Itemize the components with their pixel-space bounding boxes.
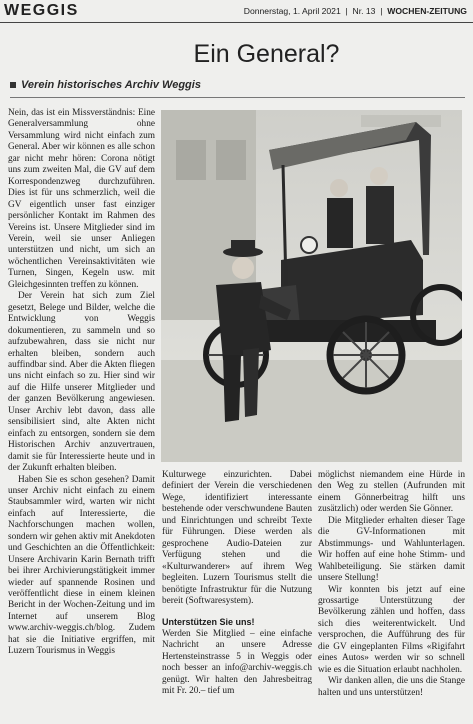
paragraph: Kulturwege einzurichten. Dabei definiert der Verein die verschiedenen Wege, identifiziert interessante bestehende oder verschwundene Bauten und Einrichtungen und schreibt Texte für Führungen. Diese werden als gesprochene Audio-Dateien zur Verfügung stehen und die «Kulturwanderer» auf ihrem Weg begleiten. Luzern Tourismus stellt die benötigte Infrastruktur für die Nutzung bereit (Softwaresystem).: [162, 470, 312, 606]
article-column-2: [162, 470, 312, 698]
section-title: WEGGIS: [4, 2, 79, 19]
historic-car-photo: [161, 110, 462, 462]
page-header: [0, 0, 473, 23]
photo-illustration: [161, 110, 462, 462]
paragraph: Der Verein hat sich zum Ziel gesetzt, Belege und Bilder, welche die Entwicklung von Weggis dokumentieren, zu sammeln und so aufzubewahren, dass sie nicht nur erhalten bleiben, sondern auch auffindbar sind. Aber die Akten fliegen uns nicht einfach so zu. Hier sind wir auf die Hilfe unserer Mitglieder und der ganzen Bevölkerung angewiesen. Unser Archiv lebt davon, dass alle sensibilisiert sind, alte Akten nicht einfach zu entsorgen, sondern sie dem Historischen Archiv anzuvertrauen, damit sie für Interessierte heute und in der Zukunft erhalten bleiben.: [8, 291, 155, 474]
square-bullet-icon: [10, 82, 16, 88]
paragraph: Die Mitglieder erhalten dieser Tage die GV-Informationen mit Abstimmungs- und Wahlunterlagen. Wir hoffen auf eine hohe Stimm- und Wahlbeteiligung. Sie stärken damit unsere Stellung!: [318, 515, 465, 584]
issue-number: Nr. 13: [352, 6, 376, 16]
paragraph: Nein, das ist ein Missverständnis: Eine Generalversammlung ohne Versammlung wird nicht einfach zum General. Aber wir können es alle schon gar nicht mehr hören: Corona nötigt uns zum zweiten Mal, die GV auf dem Korrespondenzweg durchzuführen. Dies ist für uns schmerzlich, weil die GV eigentlich unser fast einziger persönlicher Kontakt im Rahmen des Vereins ist. Unsere Mitglieder sind im Verein, weil sie unser Anliegen unterstützen und nicht, um sich an wöchentlichen Vereinsaktivitäten wie Turnen, Singen, Kegeln usw. mit Gleichgesinnten treffen zu können.: [8, 108, 155, 290]
article-headline: Ein General?: [193, 40, 340, 68]
section-heading: Unterstützen Sie uns!: [162, 617, 255, 628]
subhead-text: Verein historisches Archiv Weggis: [21, 79, 201, 91]
paragraph: Werden Sie Mitglied – eine einfache Nachricht an unsere Adresse Hertensteinstrasse 5 in Weggis oder noch besser an info@archiv-weggis.ch genügt. Wir halten den Jahresbeitrag mit Fr. 20.– tief um: [162, 628, 312, 697]
paragraph: Wir danken allen, die uns die Stange halten und uns unterstützen!: [318, 676, 465, 698]
article-subhead: [10, 79, 465, 98]
paragraph: Haben Sie es schon gesehen? Damit unser Archiv nicht einfach zu einem Staubsammler wird, warten wir nicht einfach auf Interessierte, die Nachforschungen machen wollen, sondern wir gehen aktiv mit Anekdoten und Geschichten an die Öffentlichkeit: Unsere Archivarin Karin Bernath trifft bei ihrer Archivierungstätigkeit immer wieder auf spannende Rosinen und veröffentlicht diese in einem kleinen Bericht in der Wochen-Zeitung und im Internet auf unserem Blog www.archiv-weggis.ch/blog. Zudem hat sie die Initiative ergriffen, mit Luzern Tourismus in Weggis: [8, 474, 155, 657]
issue-date: Donnerstag, 1. April 2021: [243, 6, 341, 16]
issue-meta: Donnerstag, 1. April 2021 | Nr. 13 | WOCHEN-ZEITUNG: [243, 6, 467, 16]
article-column-1: [8, 108, 155, 658]
paragraph: Wir konnten bis jetzt auf eine grossartige Unterstützung der Bevölkerung zählen und hoffen, dass sich dies weiterentwickelt. Und versprochen, die Aufführung des für die GV eingeplanten Films «Rigifahrt eines Autos» werden wir so schnell wie es die Situation erlaubt nachholen.: [318, 584, 465, 675]
paper-name: WOCHEN-ZEITUNG: [387, 6, 467, 16]
article-column-3: [318, 470, 465, 699]
paragraph: möglichst niemandem eine Hürde in den Weg zu stellen (Aufrunden mit einem Gönnerbeitrag hilft uns zusätzlich) oder werden Sie Gönner.: [318, 470, 465, 515]
